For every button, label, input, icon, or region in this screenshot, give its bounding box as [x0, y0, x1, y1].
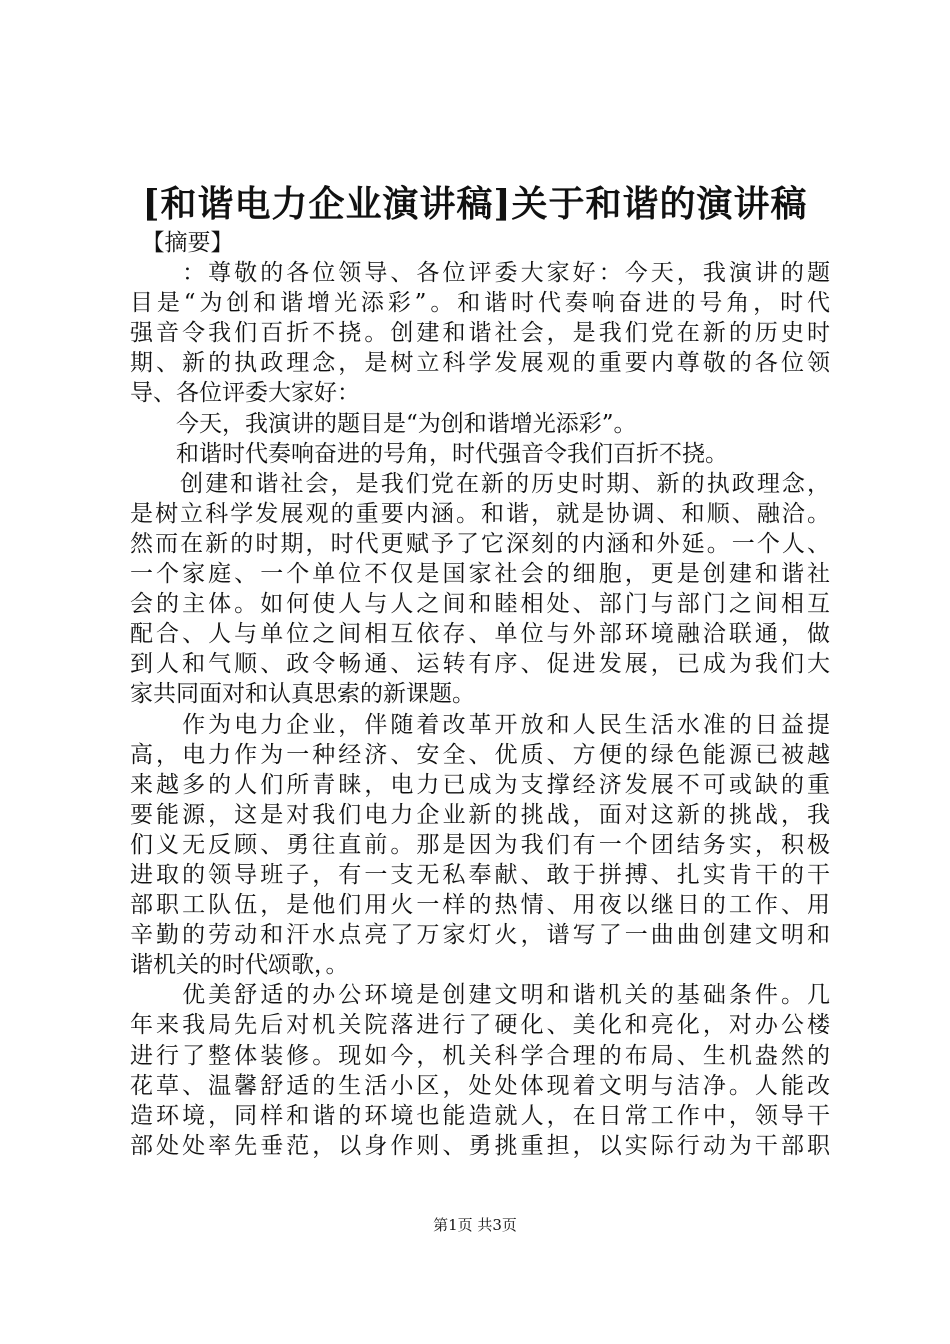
text-line: 目是“为创和谐增光添彩”。和谐时代奏响奋进的号角，时代 — [130, 290, 830, 317]
text-line: 一个家庭、一个单位不仅是国家社会的细胞，更是创建和谐社 — [130, 561, 830, 588]
text-line: 强音令我们百折不挠。创建和谐社会，是我们党在新的历史时 — [130, 320, 830, 347]
text-line: 和谐时代奏响奋进的号角，时代强音令我们百折不挠。 — [130, 440, 728, 467]
text-line: 花草、温馨舒适的生活小区，处处体现着文明与洁净。人能改 — [130, 1072, 830, 1099]
text-line: 进取的领导班子，有一支无私奉献、敢于拼搏、扎实肯干的干 — [130, 861, 830, 888]
text-line: ：尊敬的各位领导、各位评委大家好：今天，我演讲的题 — [130, 260, 830, 287]
document-title: [和谐电力企业演讲稿]关于和谐的演讲稿 — [142, 183, 808, 225]
text-line: 作为电力企业，伴随着改革开放和人民生活水准的日益提 — [130, 711, 830, 738]
text-line: 高，电力作为一种经济、安全、优质、方便的绿色能源已被越 — [130, 741, 830, 768]
text-line: 期、新的执政理念，是树立科学发展观的重要内尊敬的各位领 — [130, 350, 830, 377]
document-body — [130, 228, 830, 1161]
text-line: 来越多的人们所青睐，电力已成为支撑经济发展不可或缺的重 — [130, 771, 830, 798]
text-line: 是树立科学发展观的重要内涵。和谐，就是协调、和顺、融洽。 — [130, 500, 830, 527]
text-line: 创建和谐社会，是我们党在新的历史时期、新的执政理念， — [130, 470, 830, 497]
text-line: 进行了整体装修。现如今，机关科学合理的布局、生机盎然的 — [130, 1042, 830, 1069]
text-line: 们义无反顾、勇往直前。那是因为我们有一个团结务实，积极 — [130, 831, 830, 858]
text-line: 优美舒适的办公环境是创建文明和谐机关的基础条件。几 — [130, 982, 830, 1009]
text-line: 造环境，同样和谐的环境也能造就人，在日常工作中，领导干 — [130, 1102, 830, 1129]
text-line: 部职工队伍，是他们用火一样的热情、用夜以继日的工作、用 — [130, 892, 830, 919]
text-line: 家共同面对和认真思索的新课题。 — [130, 681, 475, 708]
text-line: 【摘要】 — [130, 230, 234, 256]
text-line: 今天，我演讲的题目是“为创和谐增光添彩”。 — [130, 410, 637, 437]
text-line: 会的主体。如何使人与人之间和睦相处、部门与部门之间相互 — [130, 591, 830, 618]
text-line: 年来我局先后对机关院落进行了硬化、美化和亮化，对办公楼 — [130, 1012, 830, 1039]
text-line: 然而在新的时期，时代更赋予了它深刻的内涵和外延。一个人、 — [130, 530, 830, 557]
text-line: 辛勤的劳动和汗水点亮了万家灯火，谱写了一曲曲创建文明和 — [130, 922, 830, 949]
text-line: 配合、人与单位之间相互依存、单位与外部环境融洽联通，做 — [130, 621, 830, 648]
text-line: 要能源，这是对我们电力企业新的挑战，面对这新的挑战，我 — [130, 801, 830, 828]
text-line: 导、各位评委大家好： — [130, 380, 360, 407]
page-footer: 第1页 共3页 — [433, 1216, 517, 1234]
text-line: 到人和气顺、政令畅通、运转有序、促进发展，已成为我们大 — [130, 651, 830, 678]
text-line: 谐机关的时代颂歌，。 — [130, 952, 349, 979]
text-line: 部处处率先垂范，以身作则、勇挑重担，以实际行动为干部职 — [130, 1132, 830, 1159]
